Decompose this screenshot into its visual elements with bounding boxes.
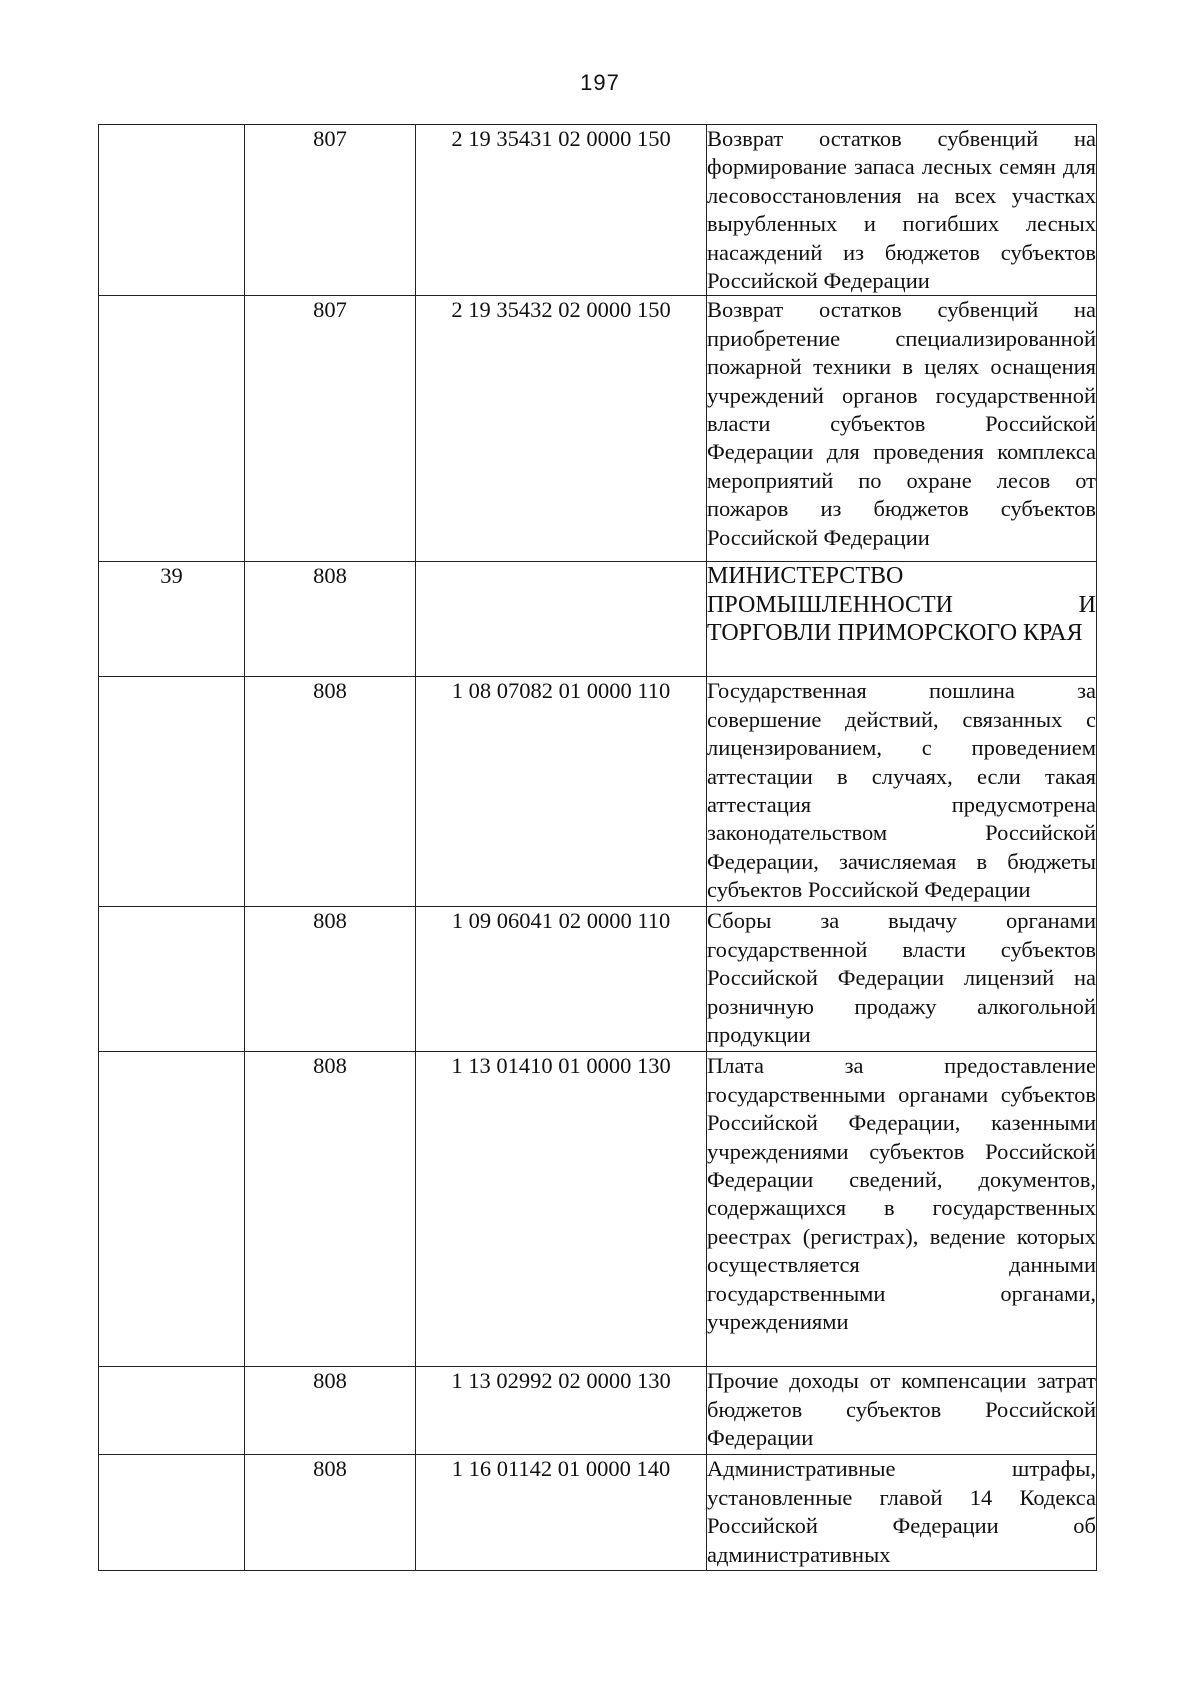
table-row	[99, 907, 1097, 1052]
admin-code-cell: 808	[245, 677, 416, 907]
income-name-cell: Плата за предоставление государственными органами субъектов Российской Федерации, казенными учреждениями субъектов Российской Федерации сведений, документов, содержащихся в государственных реестрах (регистрах), ведение которых осуществляется данными государственными органами, учреждениями	[707, 1052, 1097, 1367]
table-row	[99, 1367, 1097, 1455]
row-number-cell	[99, 1052, 245, 1367]
admin-code-cell: 808	[245, 1455, 416, 1571]
table-row	[99, 125, 1097, 296]
row-number-cell	[99, 1367, 245, 1455]
table-row	[99, 677, 1097, 907]
income-name-cell: Сборы за выдачу органами государственной власти субъектов Российской Федерации лицензий на розничную продажу алкогольной продукции	[707, 907, 1097, 1052]
table-row	[99, 562, 1097, 677]
kbk-code-cell: 2 19 35431 02 0000 150	[416, 125, 707, 296]
row-number-cell	[99, 1455, 245, 1571]
revenue-administrators-table	[98, 124, 1097, 1571]
income-name-cell: Административные штрафы, установленные главой 14 Кодекса Российской Федерации об административных	[707, 1455, 1097, 1571]
admin-code-cell: 808	[245, 1052, 416, 1367]
row-number-cell	[99, 125, 245, 296]
kbk-code-cell: 1 13 01410 01 0000 130	[416, 1052, 707, 1367]
admin-code-cell: 807	[245, 296, 416, 562]
kbk-code-cell: 1 08 07082 01 0000 110	[416, 677, 707, 907]
kbk-code-cell: 2 19 35432 02 0000 150	[416, 296, 707, 562]
admin-code-cell: 808	[245, 1367, 416, 1455]
kbk-code-cell	[416, 562, 707, 677]
row-number-cell: 39	[99, 562, 245, 677]
kbk-code-cell: 1 13 02992 02 0000 130	[416, 1367, 707, 1455]
income-name-cell: Прочие доходы от компенсации затрат бюджетов субъектов Российской Федерации	[707, 1367, 1097, 1455]
table-row	[99, 296, 1097, 562]
income-name-cell: Государственная пошлина за совершение действий, связанных с лицензированием, с проведением аттестации в случаях, если такая аттестация предусмотрена законодательством Российской Федерации, зачисляемая в бюджеты субъектов Российской Федерации	[707, 677, 1097, 907]
admin-code-cell: 808	[245, 907, 416, 1052]
kbk-code-cell: 1 16 01142 01 0000 140	[416, 1455, 707, 1571]
page-number: 197	[580, 70, 620, 95]
income-name-cell: Возврат остатков субвенций на приобретение специализированной пожарной техники в целях оснащения учреждений органов государственной власти субъектов Российской Федерации для проведения комплекса мероприятий по охране лесов от пожаров из бюджетов субъектов Российской Федерации	[707, 296, 1097, 562]
ministry-name-cell: МИНИСТЕРСТВО ПРОМЫШЛЕННОСТИ И ТОРГОВЛИ ПРИМОРСКОГО КРАЯ	[707, 562, 1097, 677]
admin-code-cell: 808	[245, 562, 416, 677]
row-number-cell	[99, 296, 245, 562]
kbk-code-cell: 1 09 06041 02 0000 110	[416, 907, 707, 1052]
table-row	[99, 1455, 1097, 1571]
income-name-cell: Возврат остатков субвенций на формирование запаса лесных семян для лесовосстановления на всех участках вырубленных и погибших лесных насаждений из бюджетов субъектов Российской Федерации	[707, 125, 1097, 296]
table-row	[99, 1052, 1097, 1367]
row-number-cell	[99, 907, 245, 1052]
admin-code-cell: 807	[245, 125, 416, 296]
row-number-cell	[99, 677, 245, 907]
